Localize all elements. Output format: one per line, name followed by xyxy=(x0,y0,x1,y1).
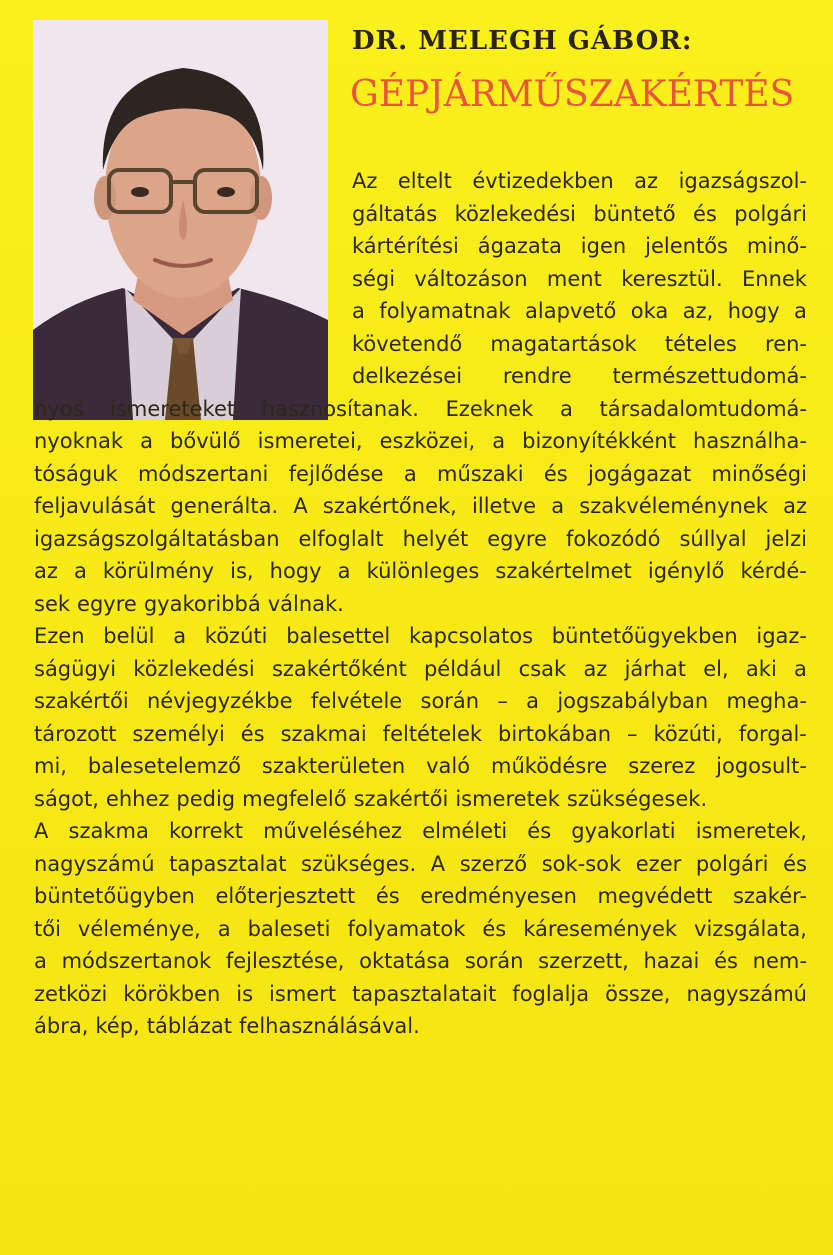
text-line: sek egyre gyakoribbá válnak. xyxy=(34,592,344,616)
text-line: A szakma korrekt műveléséhez elméleti és gyakorlati ismeretek, xyxy=(34,819,807,843)
text-line: gáltatás közlekedési büntető és polgári xyxy=(352,202,807,226)
author-name: DR. MELEGH GÁBOR: xyxy=(352,26,693,56)
text-line: kártérítési ágazata igen jelentős minő- xyxy=(352,234,807,258)
text-line: ságot, ehhez pedig megfelelő szakértői ismeretek szükségesek. xyxy=(34,787,708,811)
text-line: feljavulását generálta. A szakértőnek, illetve a szakvéleménynek az xyxy=(34,494,807,518)
text-line: delkezései rendre természettudomá- xyxy=(352,364,807,388)
text-line: tői véleménye, a baleseti folyamatok és káresemények vizsgálata, xyxy=(34,917,807,941)
text-line: követendő magatartások tételes ren- xyxy=(352,332,807,356)
book-title: GÉPJÁRMŰSZAKÉRTÉS xyxy=(350,74,795,115)
text-line: mi, balesetelemző szakterületen való működésre szerez jogosult- xyxy=(34,754,807,778)
text-line: igazságszolgáltatásban elfoglalt helyét egyre fokozódó súllyal jelzi xyxy=(34,527,807,551)
text-line: nyoknak a bővülő ismeretei, eszközei, a bizonyítékként használha- xyxy=(34,429,807,453)
text-line: ábra, kép, táblázat felhasználásával. xyxy=(34,1014,420,1038)
text-line: nyos ismereteket hasznosítanak. Ezeknek a társadalomtudomá- xyxy=(34,397,807,421)
text-line: ságügyi közlekedési szakértőként például csak az járhat el, aki a xyxy=(34,657,807,681)
text-line: a folyamatnak alapvető oka az, hogy a xyxy=(352,299,807,323)
text-line: büntetőügyben előterjesztett és eredményesen megvédett szakér- xyxy=(34,884,807,908)
portrait-image xyxy=(33,20,328,420)
text-line: az a körülmény is, hogy a különleges szakértelmet igénylő kérdé- xyxy=(34,559,807,583)
text-line: Ezen belül a közúti balesettel kapcsolatos büntetőügyekben igaz- xyxy=(34,624,807,648)
text-line: tóságuk módszertani fejlődése a műszaki és jogágazat minőségi xyxy=(34,462,807,486)
text-line: nagyszámú tapasztalat szükséges. A szerző sok-sok ezer polgári és xyxy=(34,852,807,876)
text-line: tározott személyi és szakmai feltételek birtokában – közúti, forgal- xyxy=(34,722,807,746)
text-line: a módszertanok fejlesztése, oktatása során szerzett, hazai és nem- xyxy=(34,949,807,973)
text-line: ségi változáson ment keresztül. Ennek xyxy=(352,267,807,291)
text-line: zetközi körökben is ismert tapasztalatait foglalja össze, nagyszámú xyxy=(34,982,807,1006)
text-line: Az eltelt évtizedekben az igazságszol- xyxy=(352,169,807,193)
author-photo xyxy=(33,20,328,420)
text-line: szakértői névjegyzékbe felvétele során – a jogszabályban megha- xyxy=(34,689,807,713)
